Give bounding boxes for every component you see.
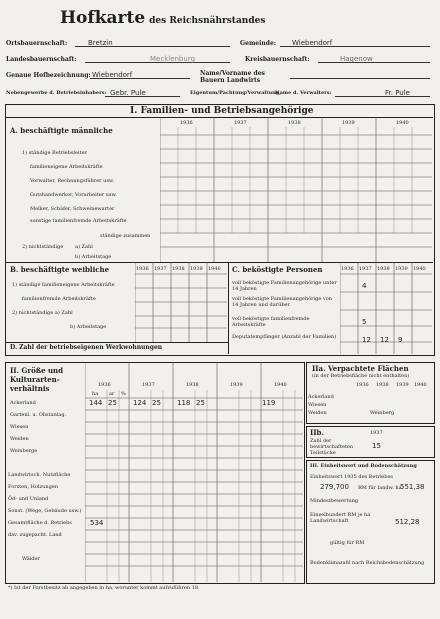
title-sub: des Reichsnährstandes — [149, 16, 266, 26]
c-year-1940: 1940 — [413, 266, 426, 272]
rm-label: RM für landw. ha — [358, 485, 402, 491]
einzel-label: Einzelhundert RM je ha Landwirtschaft — [310, 512, 371, 524]
hofbezeichnung-value: Wiebendorf — [92, 71, 133, 79]
row-c-0: voll beköstigte Familienangehörige unter 14 Jahren — [232, 280, 337, 292]
c-year-1939: 1939 — [395, 266, 408, 272]
betriebsinhaber-label: Nebengewerbe d. Betriebsinhabers: — [6, 90, 107, 96]
b-year-1938: 1938 — [172, 266, 185, 272]
ii-row-2: Wiesen — [10, 424, 29, 430]
ii-year-1938: 1938 — [186, 382, 199, 388]
eigentum-label: Eigentum/Pachtung/Verwaltung, — [190, 90, 282, 96]
section-2b-value: 15 — [372, 442, 381, 450]
section-2b-title: IIb. — [310, 428, 324, 437]
row-a-6: ständige zusammen — [100, 233, 151, 239]
ii-row2-6: Wälder — [22, 556, 40, 562]
year-1937-a: 1937 — [234, 120, 247, 126]
ii-year-1936: 1936 — [98, 382, 111, 388]
year-1940-a: 1940 — [396, 120, 409, 126]
section-2-title: II. Größe und Kulturarten-verhältnis — [10, 366, 64, 393]
ii-unit-ar: ar — [109, 391, 115, 397]
betriebsinhaber-value: Gebr. Pule — [110, 89, 146, 97]
b-year-1936: 1936 — [136, 266, 149, 272]
iia-year-1940: 1940 — [414, 382, 427, 388]
gesamt-1936: 534 — [90, 519, 104, 527]
ii-unit-ha: ha — [92, 391, 99, 397]
year-1939-a: 1939 — [342, 120, 355, 126]
row-a-0: 1) ständige Betriebsleiter — [22, 150, 87, 156]
einheitswert-value: 279,700 — [320, 483, 349, 491]
ii-row2-0: Landwirtsch. Nutzfläche — [8, 472, 71, 478]
section-2-grid — [85, 362, 303, 582]
row-b-3: b) Arbeitstage — [70, 324, 107, 330]
boden-label: Bodenklimazahl nach Reichsbodenschätzung — [310, 560, 425, 566]
ortsbauernschaft-value: Bretzin — [88, 39, 113, 47]
row-b-1: familienfremde Arbeitskräfte — [22, 296, 96, 302]
ii-year-1937: 1937 — [142, 382, 155, 388]
ackerland-1936-ar: 25 — [108, 399, 117, 407]
row-c-3: Deputatempfänger (Anzahl der Familien) — [232, 334, 337, 340]
ii-footnote: *) Ist der Forstbesitz ab angegeben in ha, worunter kommt aufzuführen 18. — [8, 585, 200, 591]
section-1-title: I. Familien- und Betriebsangehörige — [130, 106, 314, 116]
ackerland-1937-ha: 124 — [133, 399, 147, 407]
ackerland-1938-ha: 118 — [177, 399, 191, 407]
row-b-2: 2) nichtständige a) Zahl — [12, 310, 73, 316]
iia-year-1939: 1939 — [396, 382, 409, 388]
row-b-0: 1) ständige familieneigene Arbeitskräfte — [12, 282, 115, 288]
ii-row2-2: Öd- und Unland — [8, 496, 49, 502]
b-year-1940: 1940 — [208, 266, 221, 272]
section-a-title: A. beschäftigte männliche — [10, 126, 113, 135]
section-b-title: B. beschäftigte weibliche — [10, 265, 110, 274]
ackerland-1940-ha: 119 — [262, 399, 276, 407]
row-c-1: voll beköstigte Familienangehörige von 14 Jahren und darüber — [232, 296, 332, 308]
verwalter-label: Name d. Verwalters: — [275, 90, 332, 96]
c-val-0: 4 — [362, 282, 367, 290]
row-a-3: Gutshandwerker, Vorarbeiter usw. — [30, 192, 117, 198]
ortsbauernschaft-label: Ortsbauernschaft: — [6, 40, 68, 47]
iia-row-2: Weiden — [308, 410, 327, 416]
row-c-2: voll beköstigte familienfremde Arbeitskräfte — [232, 316, 310, 328]
iia-row-3: Weinberg — [370, 410, 395, 416]
ii-row-1: Gartenl. u. Obstanlag. — [10, 412, 67, 418]
c-val-2: 5 — [362, 318, 367, 326]
year-1936-a: 1936 — [180, 120, 193, 126]
row-a-arbeitstage: b) Arbeitstage — [75, 254, 112, 260]
iia-row-1: Wiesen — [308, 402, 327, 408]
ii-row-3: Weiden — [10, 436, 29, 442]
landesbauernschaft-value: Mecklenburg — [150, 55, 196, 63]
section-d-title: D. Zahl der betriebseigenen Werkwohnungen — [10, 344, 163, 351]
ii-row2-3: Sonst. (Wege, Gebäude usw.) — [8, 508, 82, 514]
ii-year-1940: 1940 — [274, 382, 287, 388]
verwalter-value: Fr. Pule — [385, 89, 410, 97]
section-2a-subtitle: (in der Betriebsfläche nicht enthalten) — [312, 373, 410, 379]
c-year-1937: 1937 — [359, 266, 372, 272]
section-2-gridlines — [85, 362, 303, 582]
kreisbauernschaft-value: Hagenow — [340, 55, 373, 63]
c-val-5: 9 — [398, 336, 403, 344]
hofbezeichnung-label: Genaue Hofbezeichnung: — [6, 72, 91, 79]
iia-year-1938: 1938 — [376, 382, 389, 388]
section-c-title: C. beköstigte Personen — [232, 265, 323, 274]
b-year-1937: 1937 — [154, 266, 167, 272]
ii-row-4: Weinberge — [10, 448, 38, 454]
row-a-5: sonstige familienfremde Arbeitskräfte — [30, 218, 127, 224]
gueltig-label: gültig für RM — [330, 540, 365, 546]
ackerland-1936-ha: 144 — [89, 399, 103, 407]
b-year-1939: 1939 — [190, 266, 203, 272]
row-a-nichtstaendige: 2) nichtständige — [22, 244, 64, 250]
ii-row2-4: Gesamtfläche d. Betriebs — [8, 520, 72, 526]
section-2b-year: 1937 — [370, 430, 383, 436]
iia-row-0: Ackerland — [308, 394, 334, 400]
kreisbauernschaft-label: Kreisbauernschaft: — [245, 56, 310, 63]
c-year-1936: 1936 — [341, 266, 354, 272]
c-val-3: 12 — [362, 336, 371, 344]
ackerland-1937-ar: 25 — [152, 399, 161, 407]
row-a-zahl: a) Zahl — [75, 244, 93, 250]
landesbauernschaft-label: Landesbauernschaft: — [6, 56, 77, 63]
gemeinde-value: Wiebendorf — [292, 39, 333, 47]
year-1938-a: 1938 — [288, 120, 301, 126]
section-2b-label: Zahl der bewirtschafteten Teilstücke — [310, 438, 354, 456]
row-a-1: familieneigene Arbeitskräfte — [30, 164, 103, 170]
ii-row2-1: Forsten, Holzungen — [8, 484, 58, 490]
section-3-title: III. Einheitswert und Bodenschätzung — [310, 463, 417, 469]
einzel-value: 512,28 — [395, 518, 420, 526]
section-a-gridlines — [160, 117, 432, 262]
rm-value: 551,38 — [400, 483, 425, 491]
einheitswert-label: Einheitswert 1935 des Betriebes — [310, 474, 393, 480]
ii-year-1939: 1939 — [230, 382, 243, 388]
ackerland-1938-ar: 25 — [196, 399, 205, 407]
section-a-grid — [160, 117, 432, 262]
gemeinde-label: Gemeinde: — [240, 40, 276, 47]
row-a-2: Verwalter, Rechnungsführer usw. — [30, 178, 115, 184]
section-2a-title: IIa. Verpachtete Flächen — [312, 364, 409, 373]
c-val-4: 12 — [380, 336, 389, 344]
ii-unit-pct: % — [121, 391, 126, 397]
ii-row2-5: dav. zugepacht. Land — [8, 532, 62, 538]
iia-year-1936: 1936 — [356, 382, 369, 388]
ii-row-0: Ackerland — [10, 400, 36, 406]
mindest-label: Mindestbewertung — [310, 498, 359, 504]
card-title — [60, 8, 265, 28]
title-main: Hofkarte — [60, 8, 146, 28]
section-b-gridlines — [135, 262, 227, 342]
row-a-4: Melker, Schäfer, Schweinewarter — [30, 206, 115, 212]
section-b-grid — [135, 262, 227, 342]
name-label: Name/Vorname des Bauern Landwirts — [200, 70, 265, 84]
c-year-1938: 1938 — [377, 266, 390, 272]
